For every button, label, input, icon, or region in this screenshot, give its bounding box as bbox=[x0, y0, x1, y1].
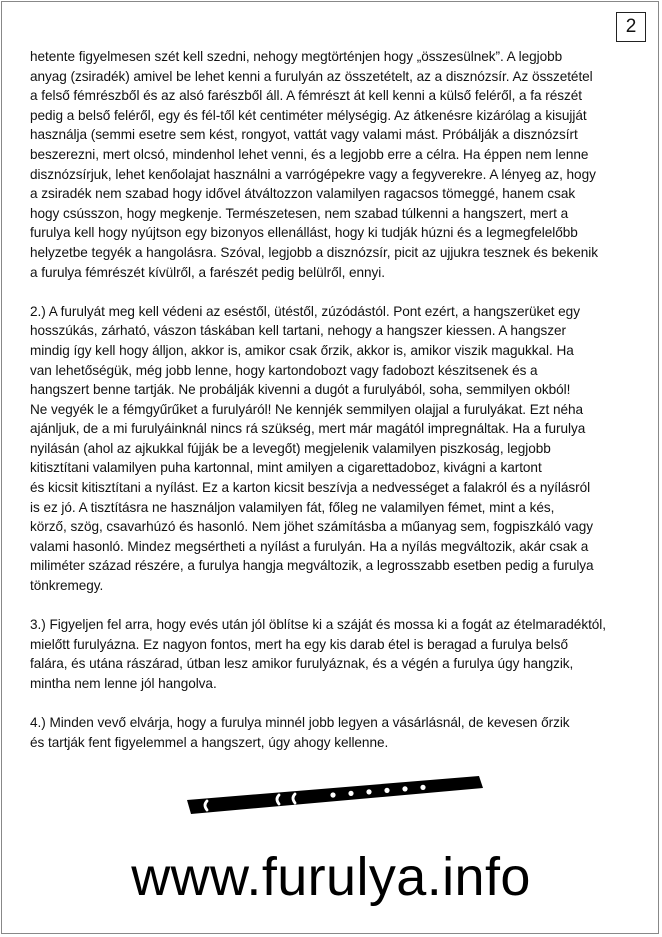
text-line: disznózsírjuk, lehet kenőolajat használni a varrógépekre vagy a fegyverekre. A lényeg az, hogy bbox=[30, 166, 596, 182]
text-line: falára, és utána rászárad, útban lesz amikor furulyáznak, és a végén a furulya úgy hangzik, bbox=[30, 656, 574, 672]
text-line: miliméter század részére, a furulya hangja megváltozik, a legrosszabb esetben pedig a furulya bbox=[30, 558, 594, 574]
text-line: és kicsit kitisztítani a nyílást. Ez a karton kicsit beszívja a nedvességet a falakról és a nyílásról bbox=[30, 480, 591, 496]
text-line: tönkremegy. bbox=[30, 578, 104, 594]
text-line: hogy csússzon, hogy megkenje. Természetesen, nem szabad túlkenni a hangszert, mert a bbox=[30, 205, 569, 221]
text-line: pedig a belső feléről, egy és fél-től két centiméter mélységig. Az átkenésre kizárólag a kisujját bbox=[30, 107, 587, 123]
text-line: helyzetbe tegyék a hangolásra. Szóval, legjobb a disznózsír, picit az ujjukra tesznek és bekenik bbox=[30, 244, 598, 260]
text-line: mintha nem lenne jól hangolva. bbox=[30, 676, 217, 691]
text-line: is ez jó. A tisztításra ne használjon valamilyen fát, főleg ne valamilyen fémet, mint a kés, bbox=[30, 499, 555, 515]
text-line: nyilásán (ahol az ajkukkal fújják be a levegőt) megjelenik valamilyen piszkoság, legjobb bbox=[30, 440, 551, 456]
text-line: a zsiradék nem szabad hogy idővel átváltozzon valamilyen ragacsos tömeggé, hanem csak bbox=[30, 186, 576, 202]
text-line: hosszúkás, zárható, vászon táskában kell tartani, nehogy a hangszer kiessen. A hangszer bbox=[30, 323, 566, 339]
text-line: ajánljuk, de a mi furulyáinknál nincs rá szükség, mert már magától impregnáltak. Ha a furulya bbox=[30, 421, 586, 437]
text-line: a furulya fémrészét kívülről, a farészét pedig belülről, ennyi. bbox=[30, 264, 385, 280]
flute-icon bbox=[183, 772, 483, 828]
text-line: kitisztítani valamilyen puha kartonnal, mint amilyen a cigarettadoboz, kivágni a kartont bbox=[30, 460, 542, 476]
document-body bbox=[30, 47, 634, 772]
text-line: a felső fémrészből és az alsó farészből áll. A fémrészt át kell kenni a külső feléről, a fa részét bbox=[30, 88, 582, 104]
text-line: 4.) Minden vevő elvárja, hogy a furulya minnél jobb legyen a vásárlásnál, de kevesen őrzik bbox=[30, 715, 570, 731]
text-line: mindig így kell hogy álljon, akkor is, amikor csak őrzik, akkor is, amikor viszik magukkal. Ha bbox=[30, 342, 574, 358]
page-number: 2 bbox=[616, 12, 646, 42]
text-line: és tartják fent figyelemmel a hangszert, úgy ahogy kellenne. bbox=[30, 734, 389, 750]
website-url: www.furulya.info bbox=[131, 847, 531, 907]
paragraph-2 bbox=[30, 302, 634, 596]
text-line: 2.) A furulyát meg kell védeni az eséstől, ütéstől, zúzódástól. Pont ezért, a hangszerüket egy bbox=[30, 303, 580, 319]
text-line: valami hasonló. Mindez megsértheti a nyílást a furulyán. Ha a nyílás megváltozik, akár csak a bbox=[30, 538, 589, 554]
text-line: furulya kell hogy nyújtson egy bizonyos ellenállást, hogy ki tudják húzni és a legmegfelelőbb bbox=[30, 225, 578, 241]
text-line: hangszert benne tartják. Ne probálják kivenni a dugót a furulyából, soha, semmilyen okból! bbox=[30, 382, 571, 398]
text-line: körző, szög, csavarhúzó és hasonló. Nem jöhet számításba a műanyag sem, fogpiszkáló vagy bbox=[30, 519, 594, 535]
paragraph-4 bbox=[30, 713, 634, 752]
text-line: használja (semmi esetre sem kést, rongyot, vattát vagy valami mást. Próbálják a disznózsírt bbox=[30, 127, 578, 143]
text-line: mielőtt furulyázna. Ez nagyon fontos, mert ha egy kis darab étel is beragad a furulya belső bbox=[30, 636, 568, 652]
text-line: Ne vegyék le a fémgyűrűket a furulyáról! Ne kennjék semmilyen olajjal a furulyákat. Ezt néha bbox=[30, 401, 584, 417]
text-line: beszerezni, mert olcsó, mindenhol lehet venni, és a legjobb erre a célra. Ha éppen nem lenne bbox=[30, 146, 589, 162]
text-line: anyag (zsiradék) amivel be lehet kenni a furulyán az összetételt, az a disznózsír. Az összetétel bbox=[30, 68, 593, 84]
text-line: hetente figyelmesen szét kell szedni, nehogy megtörténjen hogy „összesülnek”. A legjobb bbox=[30, 49, 563, 64]
paragraph-1 bbox=[30, 47, 634, 282]
text-line: 3.) Figyeljen fel arra, hogy evés után jól öblítse ki a száját és mossa ki a fogát az ételmaradéktól, bbox=[30, 617, 606, 633]
text-line: van lehetőségük, még jobb lenne, hogy kartondobozt vagy fadobozt készitsenek és a bbox=[30, 362, 538, 378]
paragraph-3 bbox=[30, 615, 634, 693]
